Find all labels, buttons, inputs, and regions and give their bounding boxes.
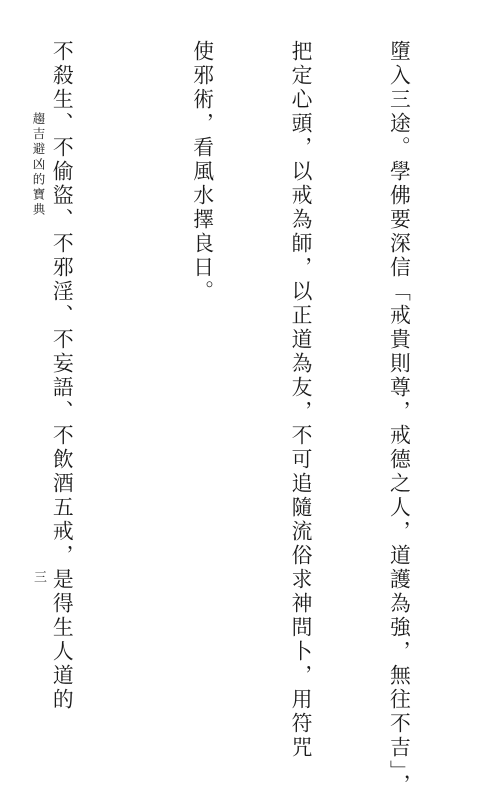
page-number: 三 [31,570,46,583]
text-column: 使邪術，看風水擇良日。 [189,40,214,304]
text-column: 墮入三途。學佛要深信「戒貴則尊，戒德之人，道護為強，無往不吉」， [386,40,411,798]
body-text [49,40,480,798]
running-title: 趨吉避凶的寶典 [31,112,46,218]
text-column: 把定心頭，以戒為師，以正道為友，不可追隨流俗求神問卜，用符咒 [288,40,313,760]
text-column: 不殺生、不偷盜、不邪淫、不妄語、不飲酒五戒，是得生人道的 [49,40,74,712]
